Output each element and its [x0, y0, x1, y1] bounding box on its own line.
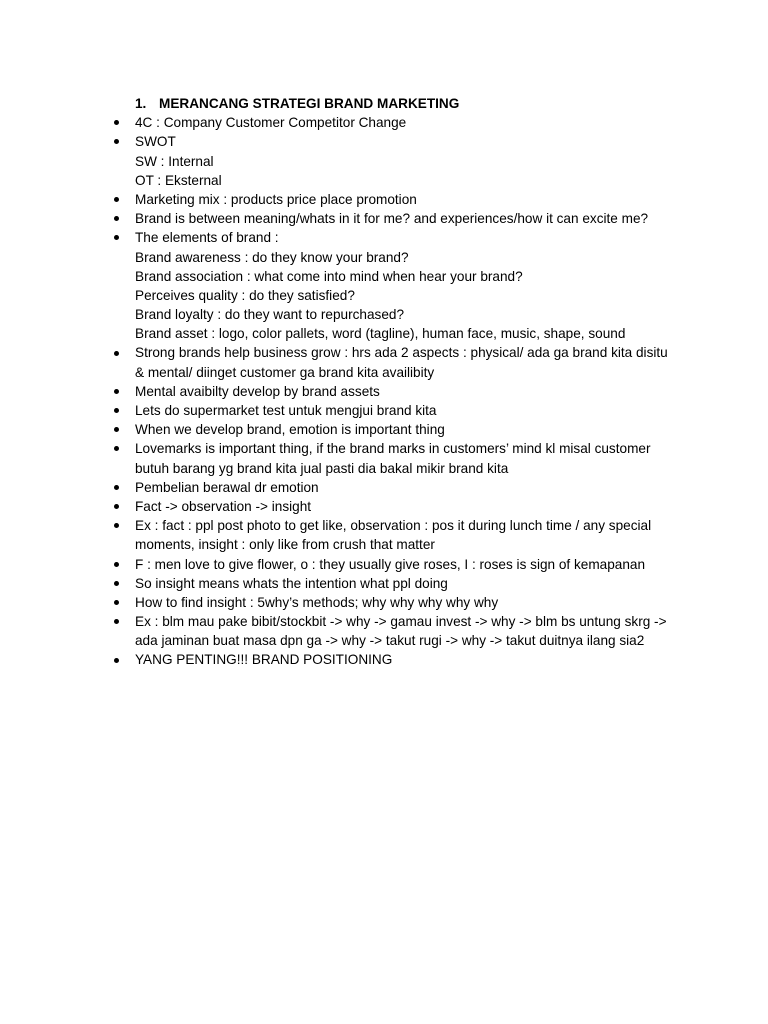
bullet-icon	[112, 497, 122, 516]
list-item-line: So insight means whats the intention what ppl doing	[135, 575, 448, 591]
list-item-line: YANG PENTING!!! BRAND POSITIONING	[135, 652, 393, 668]
list-item	[112, 113, 712, 132]
list-item-line: Brand loyalty : do they want to repurchased?	[135, 307, 405, 323]
list-item	[112, 420, 712, 439]
list-item-line: & mental/ diinget customer ga brand kita availibity	[135, 364, 435, 380]
list-item-line: Brand is between meaning/whats in it for me? and experiences/how it can excite me?	[135, 211, 649, 227]
list-item	[112, 593, 712, 612]
bullet-icon	[112, 228, 122, 247]
list-item	[112, 478, 712, 497]
list-item-line: SW : Internal	[135, 153, 214, 169]
list-item-line: Mental avaibilty develop by brand assets	[135, 383, 380, 399]
list-item-line: SWOT	[135, 134, 176, 150]
bullet-icon	[112, 382, 122, 401]
list-item	[112, 516, 712, 554]
bullet-icon	[112, 612, 122, 631]
bullet-icon	[112, 190, 122, 209]
list-item-line: Ex : fact : ppl post photo to get like, observation : pos it during lunch time / any special	[135, 518, 652, 534]
list-item	[112, 190, 712, 209]
bullet-icon	[112, 343, 122, 362]
bullet-icon	[112, 420, 122, 439]
list-item-line: moments, insight : only like from crush that matter	[135, 537, 435, 553]
list-item-line: Brand asset : logo, color pallets, word (tagline), human face, music, shape, sound	[135, 326, 626, 342]
bullet-icon	[112, 209, 122, 228]
list-item-line: Marketing mix : products price place promotion	[135, 191, 417, 207]
list-item	[112, 209, 712, 228]
list-item-line: ada jaminan buat masa dpn ga -> why -> takut rugi -> why -> takut duitnya ilang sia2	[135, 633, 645, 649]
bullet-icon	[112, 132, 122, 151]
document-content	[112, 94, 712, 670]
bullet-icon	[112, 401, 122, 420]
list-item-line: Brand awareness : do they know your brand?	[135, 249, 409, 265]
bullet-icon	[112, 516, 122, 535]
list-item	[112, 382, 712, 401]
list-item-line: butuh barang yg brand kita jual pasti dia bakal mikir brand kita	[135, 460, 509, 476]
list-item-line: Lets do supermarket test untuk mengjui brand kita	[135, 403, 437, 418]
bullet-icon	[112, 555, 122, 574]
list-item	[112, 650, 712, 669]
bullet-icon	[112, 439, 122, 458]
list-item	[112, 132, 712, 190]
list-item	[112, 228, 712, 343]
bullet-icon	[112, 478, 122, 497]
section-heading	[112, 94, 712, 113]
section-heading-text: MERANCANG STRATEGI BRAND MARKETING	[159, 96, 460, 111]
list-item-line: Ex : blm mau pake bibit/stockbit -> why -> gamau invest -> why -> blm bs untung skrg ->	[135, 614, 667, 630]
list-item-line: Lovemarks is important thing, if the brand marks in customers’ mind kl misal customer	[135, 441, 651, 457]
list-item	[112, 497, 712, 516]
list-item	[112, 343, 712, 381]
list-item-line: Pembelian berawal dr emotion	[135, 479, 319, 495]
bullet-icon	[112, 113, 122, 132]
list-item-line: Perceives quality : do they satisfied?	[135, 287, 355, 303]
list-item-line: When we develop brand, emotion is important thing	[135, 422, 445, 438]
list-item-line: The elements of brand :	[135, 230, 279, 246]
bullet-icon	[112, 574, 122, 593]
list-item-line: Strong brands help business grow : hrs ada 2 aspects : physical/ ada ga brand kita disitu	[135, 345, 668, 361]
list-item	[112, 612, 712, 650]
list-item	[112, 439, 712, 477]
list-item	[112, 401, 712, 420]
bullet-icon	[112, 593, 122, 612]
list-item	[112, 574, 712, 593]
list-item-line: OT : Eksternal	[135, 172, 222, 188]
list-item-line: F : men love to give flower, o : they usually give roses, I : roses is sign of kemapanan	[135, 556, 646, 572]
list-item-line: 4C : Company Customer Competitor Change	[135, 115, 407, 131]
bullet-list	[112, 113, 712, 669]
bullet-icon	[112, 650, 122, 669]
section-heading-number: 1.	[135, 96, 147, 111]
list-item-line: Fact -> observation -> insight	[135, 498, 312, 514]
list-item	[112, 555, 712, 574]
list-item-line: Brand association : what come into mind when hear your brand?	[135, 268, 523, 284]
list-item-line: How to find insight : 5why’s methods; why why why why why	[135, 594, 499, 610]
